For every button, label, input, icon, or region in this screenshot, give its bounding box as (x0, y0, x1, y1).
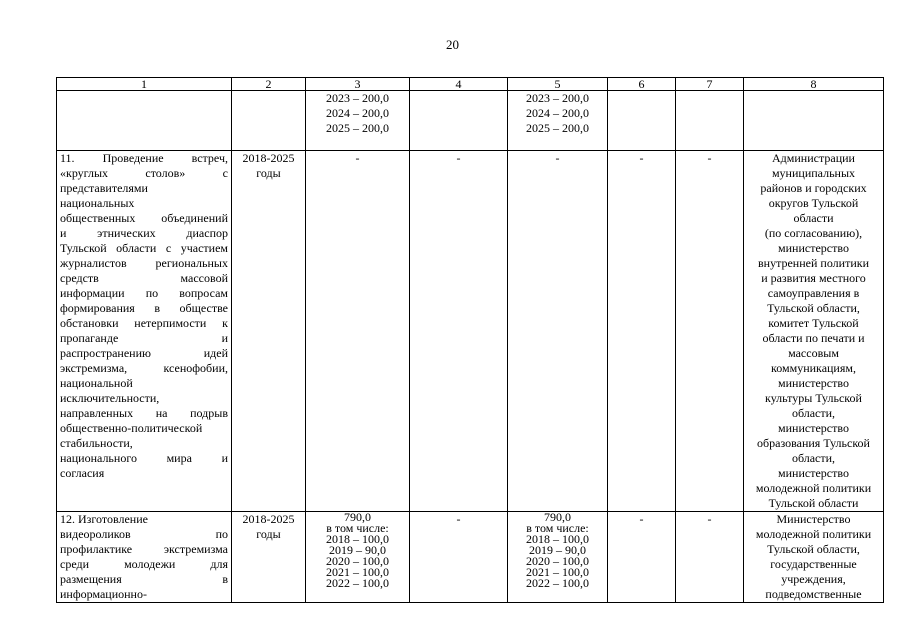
table-row (57, 512, 884, 603)
activity-line: журналистов региональных (60, 256, 228, 270)
activity-line: 12. Изготовление (60, 512, 148, 526)
cell-col7: - (676, 151, 744, 512)
column-header-7: 7 (676, 78, 744, 91)
period-line: 2018-2025 (242, 151, 295, 165)
activity-line: обстановки нетерпимости к (60, 316, 228, 330)
column-header-3: 3 (306, 78, 410, 91)
cell-period (232, 91, 306, 151)
activity-line: направленных на подрыв (60, 406, 228, 420)
column-header-8: 8 (744, 78, 884, 91)
funding-line: 2025 – 200,0 (526, 121, 589, 135)
activity-line: «круглых столов» с (60, 166, 228, 180)
cell-total-funding (306, 512, 410, 603)
table-row (57, 151, 884, 512)
activity-line: информационно- (60, 587, 147, 601)
activity-line: согласия (60, 466, 105, 480)
period-line: годы (256, 527, 281, 541)
activity-line: исключительности, (60, 391, 160, 405)
cell-col6 (608, 91, 676, 151)
activity-line: формирования в обществе (60, 301, 228, 315)
cell-executors (744, 512, 884, 603)
funding-line: 2024 – 200,0 (526, 106, 589, 120)
cell-activity (57, 512, 232, 603)
cell-col7 (676, 91, 744, 151)
activity-line: 11. Проведение встреч, (60, 151, 228, 165)
program-table (56, 77, 884, 603)
funding-line: 2023 – 200,0 (326, 91, 389, 105)
executor-line: массовым (788, 346, 839, 360)
cell-col6: - (608, 512, 676, 603)
table-header-row (57, 78, 884, 91)
cell-activity (57, 151, 232, 512)
cell-col4: - (410, 151, 508, 512)
executor-line: учреждения, (781, 572, 846, 586)
executor-line: министерство (778, 466, 849, 480)
column-header-1: 1 (57, 78, 232, 91)
page-number: 20 (446, 37, 459, 52)
column-header-5: 5 (508, 78, 608, 91)
funding-line: 2024 – 200,0 (326, 106, 389, 120)
activity-line: общественно-политической (60, 421, 203, 435)
funding-line: 2021 – 100,0 (526, 565, 589, 579)
executor-line: районов и городских (760, 181, 867, 195)
funding-line: 2020 – 100,0 (526, 554, 589, 568)
funding-line: 2020 – 100,0 (326, 554, 389, 568)
executor-line: Тульской области, (767, 301, 860, 315)
executor-line: муниципальных (771, 166, 856, 180)
funding-line: 2018 – 100,0 (326, 532, 389, 546)
funding-line: 2022 – 100,0 (326, 576, 389, 590)
funding-line: - (355, 151, 360, 165)
activity-line: экстремизма, ксенофобии, (60, 361, 228, 375)
activity-line: стабильности, (60, 436, 133, 450)
executor-line: министерство (778, 421, 849, 435)
funding-line: - (555, 151, 560, 165)
activity-line: Тульской области с участием (60, 241, 228, 255)
executor-line: подведомственные (765, 587, 862, 601)
activity-line: распространению идей (60, 346, 228, 360)
cell-regional-budget (508, 91, 608, 151)
funding-line: 2022 – 100,0 (526, 576, 589, 590)
executor-line: области, (791, 451, 836, 465)
period-line: годы (256, 166, 281, 180)
funding-line: 2019 – 90,0 (529, 543, 586, 557)
executor-line: молодежной политики (755, 481, 872, 495)
activity-line: видеороликов по (60, 527, 228, 541)
cell-total-funding (306, 91, 410, 151)
executor-line: министерство (778, 376, 849, 390)
funding-line: 2018 – 100,0 (526, 532, 589, 546)
table-row (57, 91, 884, 151)
executor-line: области по печати и (762, 331, 865, 345)
funding-line: 2021 – 100,0 (326, 565, 389, 579)
cell-col4: - (410, 512, 508, 603)
activity-line: размещения в (60, 572, 228, 586)
cell-col4 (410, 91, 508, 151)
activity-line: и этнических диаспор (60, 226, 228, 240)
column-header-4: 4 (410, 78, 508, 91)
cell-col6: - (608, 151, 676, 512)
cell-activity (57, 91, 232, 151)
cell-col7: - (676, 512, 744, 603)
activity-line: национального мира и (60, 451, 228, 465)
funding-line: 2025 – 200,0 (326, 121, 389, 135)
cell-total-funding (306, 151, 410, 512)
funding-line: в том числе: (526, 521, 589, 535)
activity-line: пропаганде и (60, 331, 228, 345)
funding-line: 2019 – 90,0 (329, 543, 386, 557)
executor-line: и развития местного (761, 271, 866, 285)
cell-regional-budget (508, 512, 608, 603)
funding-line: 790,0 (344, 511, 371, 524)
executor-line: министерство (778, 241, 849, 255)
column-header-6: 6 (608, 78, 676, 91)
cell-period (232, 512, 306, 603)
executor-line: Министерство (776, 512, 851, 526)
executor-line: Администрации (772, 151, 855, 165)
funding-line: в том числе: (326, 521, 389, 535)
cell-executors (744, 91, 884, 151)
activity-line: представителями (60, 181, 148, 195)
cell-executors (744, 151, 884, 512)
executor-line: Тульской области (768, 496, 859, 510)
executor-line: коммуникациям, (771, 361, 856, 375)
activity-line: средств массовой (60, 271, 228, 285)
activity-line: национальных (60, 196, 135, 210)
executor-line: комитет Тульской (768, 316, 859, 330)
executor-line: культуры Тульской (765, 391, 862, 405)
activity-line: профилактике экстремизма (60, 542, 228, 556)
period-line: 2018-2025 (242, 512, 295, 526)
executor-line: Тульской области, (767, 542, 860, 556)
column-header-2: 2 (232, 78, 306, 91)
cell-period (232, 151, 306, 512)
executor-line: образования Тульской (757, 436, 870, 450)
executor-line: внутренней политики (758, 256, 869, 270)
executor-line: государственные (770, 557, 857, 571)
executor-line: области (793, 211, 834, 225)
activity-line: информации по вопросам (60, 286, 228, 300)
cell-regional-budget (508, 151, 608, 512)
executor-line: самоуправления в (767, 286, 860, 300)
funding-line: 790,0 (544, 511, 571, 524)
executor-line: округов Тульской (768, 196, 859, 210)
activity-line: общественных объединений (60, 211, 228, 225)
activity-line: среди молодежи для (60, 557, 228, 571)
funding-line: 2023 – 200,0 (526, 91, 589, 105)
executor-line: области, (791, 406, 836, 420)
executor-line: (по согласованию), (764, 226, 863, 240)
executor-line: молодежной политики (755, 527, 872, 541)
activity-line: национальной (60, 376, 133, 390)
